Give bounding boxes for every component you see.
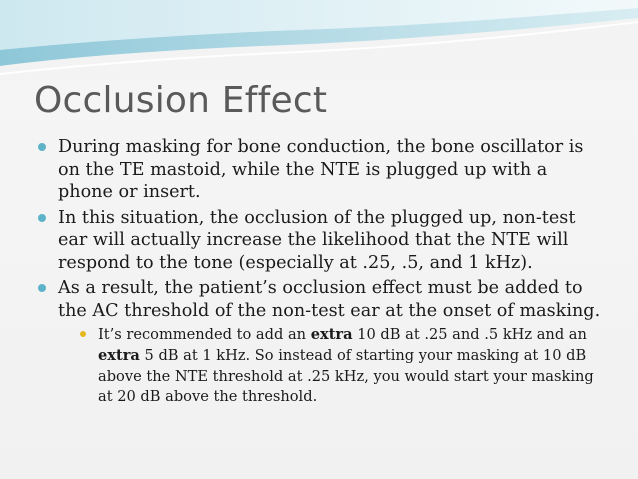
sub-bullet-text-part3: 5 dB at 1 kHz. So instead of starting your masking at 10 dB above the NTE threshold at .25 kHz, you would start your masking at 20 dB above the threshold. xyxy=(98,346,594,406)
bullet-item-2 xyxy=(36,207,606,275)
sub-bullet-dot-icon xyxy=(80,331,86,337)
sub-bullet-text-part2: 10 dB at .25 and .5 kHz and an xyxy=(352,326,587,343)
bullet-dot-icon xyxy=(38,284,46,292)
slide-title: Occlusion Effect xyxy=(34,80,328,121)
bullet-dot-icon xyxy=(38,214,46,222)
sub-bullet-bold-1: extra xyxy=(310,326,353,343)
bullet-item-1 xyxy=(36,136,606,204)
sub-bullet-bold-2: extra xyxy=(98,346,140,364)
bullet-dot-icon xyxy=(38,143,46,151)
sub-bullet-item xyxy=(80,325,606,408)
bullet-text-2: In this situation, the occlusion of the plugged up, non-test ear will actually increase the likelihood that the NTE will respond to the tone (especially at .25, .5, and 1 kHz). xyxy=(58,207,576,273)
bullet-item-3 xyxy=(36,277,606,322)
content-body xyxy=(36,136,606,408)
bullet-text-3: As a result, the patient’s occlusion effect must be added to the AC threshold of the non-test ear at the onset of masking. xyxy=(58,278,601,321)
sub-bullet-text-part1: It’s recommended to add an xyxy=(98,326,311,343)
header-wave-decoration xyxy=(0,0,638,80)
bullet-text-1: During masking for bone conduction, the bone oscillator is on the TE mastoid, while the NTE is plugged up with a phone or insert. xyxy=(58,137,584,202)
